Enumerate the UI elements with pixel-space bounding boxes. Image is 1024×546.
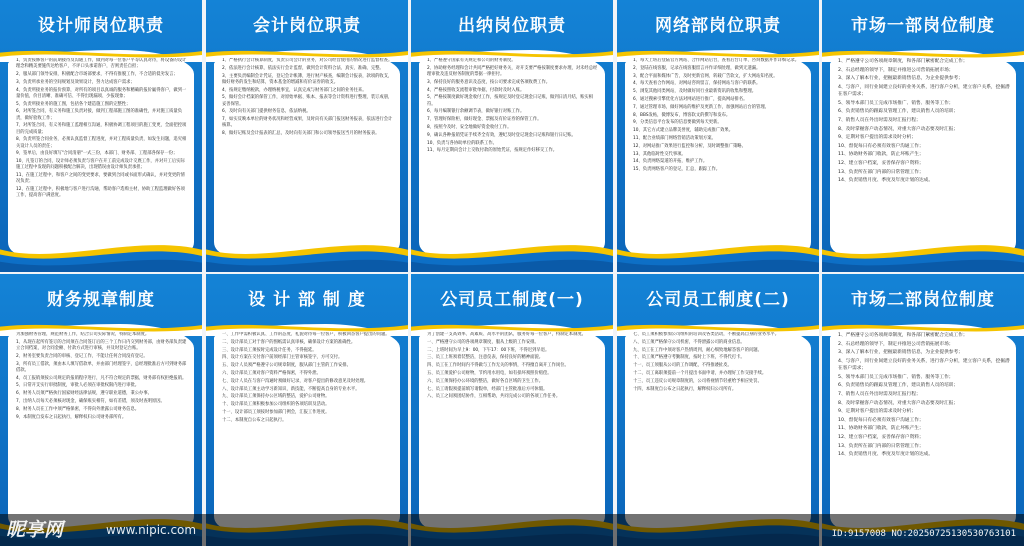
rule-line: 十一、设计部员工须按时参加部门例会，汇报工作进度。: [222, 409, 330, 415]
rule-line: 11、协助财务部门收款，防止坏账产生；: [838, 426, 924, 432]
rule-line: 2、服从部门领导安排，积极配合市场部要求，不得有推脱工作，不合适的低劣发言；: [16, 72, 178, 77]
rule-line: 13、负责所在部门内部的日常管理工作；: [838, 169, 924, 175]
panel-body: [838, 58, 1010, 242]
panel-title: 公司员工制度(二): [646, 290, 790, 310]
panel-body: [427, 58, 599, 242]
rule-line: 14、负责网络渠道的开拓，维护工作。: [633, 159, 708, 165]
rule-line: 十、设计部员工须积极参加公司组织的各项培训及活动。: [222, 402, 330, 408]
rule-line: 7、通过管理市场，做好网站的维护及更新工作，加强网站后台的管理。: [633, 104, 769, 110]
watermark-bar: [0, 514, 1024, 546]
rule-line: 九、设计部员工须保持办公区域的整洁，爱护公司财物。: [222, 394, 330, 400]
rule-line: 13、其他临时性交代事项。: [633, 151, 686, 157]
rule-line: 8、按照今及时、安全地做好资金收付工作。: [427, 124, 512, 130]
bottom-wave-decoration: [617, 226, 819, 272]
rule-line: 3、主要负责编制会计凭证，登记会计帐簿，进行财产核查，编制会计报表，款项的收支，做好财务的发生和结算，资本基金的增减和有价证券的收支。: [222, 73, 393, 85]
rule-line: 3、深入了解本行业，把握最新销售信息，为企业提供参考；: [838, 76, 963, 82]
rule-line: 八、设计部员工须主动学习新知识、新技能，不断提高自身的专业水平。: [222, 386, 360, 392]
rule-line: 1、从现在起所有签订的合同须在合同签订后的三个工作日内交到财务部，由财务部负责建立合同档案，对合同金额、付款方式进行审核，并及时登记台账。: [16, 339, 187, 351]
rule-line: 14、负责销售月度、季度及年度计划的达成。: [838, 178, 934, 184]
rule-line: 4、负责所接业务的报价预算，对所有的项目以真诚的服务和精确的报价赢得客户，做到一量价值，价目清晰、准确可信、不得出现漏项、少报现象；: [16, 87, 187, 99]
panel-body: [16, 332, 188, 516]
rule-line: 二、上班时间为早上9：00，下午17：00下班，不得迟到早退。: [427, 347, 550, 353]
panel-body: [222, 332, 394, 516]
rule-line: 八、员工之间须团结协作，互相帮助，共同完成公司的各项工作任务。: [427, 394, 561, 400]
rule-line: 3、保持良好的服务意识及态度，按公司要求完成各项收费工作。: [427, 79, 551, 85]
rule-line: 12、对网站推广效果进行监控和分析，及时调整推广策略。: [633, 143, 746, 149]
rule-line: 5、浏览其他同类网站，及时做好同行业最新资讯的收集和整理。: [633, 89, 757, 95]
rule-line: 3、深入了解本行业，把握最新销售信息，为企业提供参考；: [838, 350, 963, 356]
rule-line: 12、建立客户档案，妥善保存客户资料；: [838, 434, 924, 440]
rule-line: 1、负责按修客户的前期接待及沟通工作，做到对每一位客户平等认真对待，将设备的设计理念和精美要施传达给客户，不评口头承诺客户，否则责任自担；: [16, 58, 187, 70]
rule-line: 3、配合平面和媒体广告，及时更新官网、转载广告软文，扩大网站知名度。: [633, 73, 778, 79]
panel-body: [633, 58, 805, 242]
watermark-id: ID:9157008 NO:20250725130530763101: [831, 529, 1016, 539]
panel-title: 市场一部岗位制度: [851, 16, 995, 36]
rule-line: 11、每月定期向会计上交收付款的原始凭证，按规定作好移交工作。: [427, 148, 558, 154]
rule-line: 九、员工在工作中须对客户热情周到，耐心细致地解答客户的问题。: [633, 347, 762, 353]
rule-line: 1、每天上班后登陆官方网站、合作网站后台，查看后台订单、咨询数据并作详细记录。: [633, 58, 800, 63]
rule-line: 8、及时掌握客户动态情况，对重大客户动态要及时汇报；: [838, 126, 959, 132]
panel-title: 会计岗位职责: [253, 16, 361, 36]
rule-line: 11、在施工过程中，和客户之间的变更要求，要做到合同或书面形式确认，并对变更的情况负责；: [16, 173, 185, 185]
rule-line: 9、分类信息平台发布的信息要做到每天更新。: [633, 120, 722, 126]
rule-line: 十一、员工须服从公司的工作调配，不得推诿扯皮。: [633, 363, 732, 369]
rule-line: 4、每天查看合作网站，对网站咨询留言、保持网站与客户的联系。: [633, 81, 761, 87]
rule-line: 三、设计部员工须按时完成设计任务，不得拖延。: [222, 347, 317, 353]
poster-panel: [617, 274, 819, 546]
poster-panel: [822, 0, 1024, 272]
rule-line: 6、通过搜索引擎优化方法对网站进行推广，提高网站排名。: [633, 96, 748, 102]
poster-panel: [411, 0, 613, 272]
rule-line: 8、负责所签合同业务，必须认真监督工程进度，并对工程质量负责，如发生问题，追究相关设计人员的责任；: [16, 137, 187, 149]
rule-line: 二、设计部员工对于客户的图纸需认真审核，确保设计方案的准确性。: [222, 339, 356, 345]
rule-line: 十二、员工离职须提前一个月提出书面申请，并办理好工作交接手续。: [633, 370, 767, 376]
rule-line: 5、做好会计档案的保管工作，对原始单据、账本、报表等会计资料进行整理，装订成册，妥善保管。: [222, 95, 393, 107]
panel-title: 设 计 部 制 度: [248, 290, 366, 310]
rule-line: 12、建立客户档案，妥善保存客户资料；: [838, 160, 924, 166]
rule-line: 4、与客户，同行业间建立良好的业务关系，进行客户分析，建立客户关系，挖掘潜在客户需求；: [838, 358, 1010, 372]
panel-title: 财务规章制度: [47, 290, 155, 310]
rule-line: 9、签单后，由良好填写"合同清册"一式三份，本部门、财务部、工程部各保存一份；: [16, 151, 178, 157]
panel-title: 公司员工制度(一): [440, 290, 584, 310]
rule-line: 8、财务人员在工作中须严格保密，不得向外泄露公司财务信息。: [16, 406, 140, 412]
rule-line: 9、定期对客户提出的需求及时分析；: [838, 135, 916, 141]
rule-line: 5、负责所接业务的施工图，包括各个建造施工图的完整性；: [16, 101, 131, 107]
poster-panel: [206, 0, 408, 272]
rule-line: 12、在施工过程中，积极地与客户进行沟通，帮助客户选购主材，协助工程监理做好各项工作，提高客户满意度。: [16, 187, 185, 199]
rule-line: 10、督促每日有必须有效客户沟通工作；: [838, 417, 924, 423]
bottom-wave-decoration: [0, 226, 202, 272]
rule-line: 6、每月编制银行余额调节表，做好银行对账工作。: [427, 109, 525, 115]
bottom-wave-decoration: [411, 226, 613, 272]
rule-line: 一、严格遵守公司的各项规章制度，服从上级的工作安排。: [427, 339, 539, 345]
rule-line: 四、员工在工作时间内不得做与工作无关的事情，不得擅自离开工作岗位。: [427, 363, 569, 369]
rule-line: 7、对所签合同，有义务和施工监理相互沟通，积极协调工程项目的施工变更，全面把控项目的完成质量；: [16, 123, 187, 135]
rule-line: 4、严格按照收支流程审批单据，付款时及时入账。: [427, 87, 525, 93]
rule-line: 2、协助财务经理和会计共同严格把好财务关，对开支要严格按制度要求办理，对未经总经理审批及违反财务制度的票据一律拒付。: [427, 65, 598, 77]
rule-line: 八、员工须严格保守公司机密，不得泄露公司的商业信息。: [633, 339, 745, 345]
rule-line: 五、员工须爱护公司财物，节约用水用电，如有损坏须照价赔偿。: [427, 370, 552, 376]
rule-line: 1、严格遵守国家有关规定和公司的财务制度。: [427, 58, 516, 63]
rule-line: 十二、本制度自公布之日起执行。: [222, 417, 287, 423]
rule-line: 6、及时向有关部门提供财务信息，依法纳税。: [222, 109, 311, 115]
rule-line: 9、本制度自发布之日起执行，解释权归公司财务部所有。: [16, 414, 127, 420]
rule-line: 2、石总经理的领导下，制定并推进公司营销拓展市场；: [838, 67, 954, 73]
rule-line: 3、负责所承业务的空间规划及效果设计，努力达成客户需求；: [16, 79, 135, 85]
rule-line: 6、负责销售员的跟踪及管理工作，建议销售人员的培训；: [838, 383, 959, 389]
rule-line: 8、BBS发帖，微博发布，博客软文的撰写和发布。: [633, 112, 731, 118]
rule-line: 7、管理好保险柜，做好现金、票据及有价证券的保管工作。: [427, 117, 542, 123]
rule-line: 四、设计方案在交付客户前须经部门主管审核签字，方可交付。: [222, 355, 343, 361]
rule-line: 十三、员工违反公司规章制度的，公司将视情节轻重给予相应处罚。: [633, 378, 762, 384]
panel-body: [16, 58, 188, 242]
panel-body: [222, 58, 394, 242]
rule-line: 7、出纳人员每天必须核对现金，确保账实相符，如有差错，须及时查明原因。: [16, 398, 165, 404]
bottom-wave-decoration: [206, 226, 408, 272]
rule-line: 6、负责销售员的跟踪及管理工作，建议销售人员的培训；: [838, 109, 959, 115]
panel-body: [838, 332, 1010, 516]
rule-line: 5、严格按制度做好现金收付工作，按规定及时登记现金日记账，做到日清月结，账实相符。: [427, 95, 594, 107]
panel-title: 出纳岗位职责: [458, 16, 566, 36]
rule-line: 10、其它方式建立品牌美誉度，辅助完成推广效果。: [633, 128, 733, 134]
rule-line: 5、领导本部门员工完成市场推广、销售、服务等工作；: [838, 100, 954, 106]
panel-title: 市场二部岗位制度: [851, 290, 995, 310]
rule-line: 7、如实反映本单位的财务状况和经营成果，及时向有关部门报送财务报表，依法进行会计核算。: [222, 117, 393, 129]
panel-title: 网络部岗位职责: [655, 16, 781, 36]
rule-line: 六、设计部员工须对客户资料严格保密，不得外泄。: [222, 370, 321, 376]
poster-panel: [0, 274, 202, 546]
rule-line: 10、凡签订的合同，设计师必须负责与客户在开工前完成设计交底工作，并对开工后实际施工过程中发现的问题积极配合解决，出现错误由设计师负责承担；: [16, 159, 185, 171]
rule-line: 7、销售人员在外出时需及时汇报行程；: [838, 117, 921, 123]
poster-panel: [206, 274, 408, 546]
rule-line: 6、财务人员须严格执行国家财经法律法规，遵守职业道德，秉公办事。: [16, 391, 152, 397]
rule-line: 十、员工须严格遵守考勤制度，按时上下班，不得代打卡。: [633, 355, 745, 361]
rule-line: 一、工作中需积极认真、工作的态度、礼貌对待每一位客户，积极回答客户提出的问题。: [222, 332, 390, 337]
rule-line: 11、协助财务部门收款，防止坏账产生；: [838, 152, 924, 158]
rule-line: 为加强财务管理，规范财务工作，结合公司实际情况，特制定本制度。: [16, 332, 150, 337]
rule-line: 3、所有员工借款，须由本人填写借款单，并由部门经理签字，总经理批准后方可到财务部借款。: [16, 361, 187, 373]
rule-line: 8、及时掌握客户动态情况，对重大客户动态要及时汇报；: [838, 400, 959, 406]
rule-line: 9、定期对客户提出的需求及时分析；: [838, 409, 916, 415]
rule-line: 七、设计人员在与客户沟通时须做好记录，对客户提出的修改意见及时处理。: [222, 378, 369, 384]
rule-line: 6、对所签合同，有义务和施工负责对接，做到工程部施工图的准确性，并对施工质量负责，做好验收工作；: [16, 109, 183, 121]
watermark-logo: 昵享网: [6, 519, 64, 541]
rule-line: 9、确认各种报销凭证手续齐全有效，遵纪及时登记现金日记账和银行日记账。: [427, 132, 576, 138]
rule-line: 2、石总经理的领导下，制定并推进公司营销拓展市场；: [838, 341, 954, 347]
rule-line: 十四、本制度自公布之日起执行，解释权归公司所有。: [633, 386, 737, 392]
rule-line: 1、严格执行会计核算制度，负责公司会计的业务，对公司经营使用的情况进行监督检查。: [222, 58, 393, 63]
poster-panel: [617, 0, 819, 272]
rule-line: 六、员工须保持办公环境的整洁，做好各自区域的卫生工作。: [427, 378, 544, 384]
rule-line: 14、负责销售月度、季度及年度计划的达成。: [838, 452, 934, 458]
rule-line: 10、督促每日有必须有效客户沟通工作；: [838, 143, 924, 149]
panel-title: 设计师岗位职责: [38, 16, 164, 36]
rule-line: 为了创建一支高效率、高素质、高水平的团队，服务好每一位客户，特制定本制度。: [427, 332, 586, 337]
rule-line: 1、严格遵守公司各项规章制度，和各部门紧密配合完成工作；: [838, 333, 968, 338]
watermark-site: www.nipic.com: [106, 523, 197, 537]
panel-body: [427, 332, 599, 516]
poster-panel: [411, 274, 613, 546]
rule-line: 15、负责网络客户的登记，汇总，跟踪工作。: [633, 167, 721, 173]
rule-line: 5、日常开支实行审批制度，审批人必须在审批权限内进行审批。: [16, 383, 140, 389]
rule-line: 七、员工请假须提前填写请假单，经部门主管批准后方可休假。: [427, 386, 548, 392]
bottom-wave-decoration: [822, 226, 1024, 272]
rule-line: 4、按规定缴纳税款，办理纳税事宜，认真完成与财务部门之间的业务往来。: [222, 87, 367, 93]
rule-line: 1、严格遵守公司各项规章制度，和各部门紧密配合完成工作；: [838, 59, 968, 64]
rule-line: 8、做好记账及会计报表的汇总，及时向有关部门和公司领导报送当月的财务报表。: [222, 131, 380, 137]
rule-line: 2、依法进行会计核算，依法实行会计监督，做到会计资料合法、真实、准确、完整。: [222, 65, 384, 71]
rule-line: 5、领导本部门员工完成市场推广、销售、服务等工作；: [838, 374, 954, 380]
poster-panel: [0, 0, 202, 272]
rule-line: 11、配合业绩部门网络营销活动策划方案。: [633, 135, 716, 141]
rule-line: 10、负责与各协助单位的联系工作。: [427, 140, 497, 146]
rule-line: 4、员工报销须按公司规定的报销程序进行，凡不符合规定的票据，财务部有权拒绝报销。: [16, 375, 187, 381]
rule-line: 13、负责所在部门内部的日常管理工作；: [838, 443, 924, 449]
rule-line: 三、员工上班须着装整洁，注意仪表，保持良好的精神面貌。: [427, 355, 544, 361]
rule-line: 2、登陆在线客服，记录在线客服留言并作详细处理，做到无遗漏。: [633, 65, 761, 71]
poster-panel: [822, 274, 1024, 546]
rule-line: 4、与客户，同行业间建立良好的业务关系，进行客户分析，建立客户关系，挖掘潜在客户需求；: [838, 84, 1010, 98]
rule-line: 7、销售人员在外出时需及时汇报行程；: [838, 391, 921, 397]
rule-line: 七、员工须积极参加公司组织的培训及各类活动，不断提高自身的业务水平。: [633, 332, 780, 337]
rule-line: 五、设计人员须严格遵守公司规章制度，服从部门主管的工作安排。: [222, 363, 351, 369]
rule-line: 2、财务室要负责合同的审核、登记工作，不能让任何合同没有登记。: [16, 353, 148, 359]
panel-body: [633, 332, 805, 516]
